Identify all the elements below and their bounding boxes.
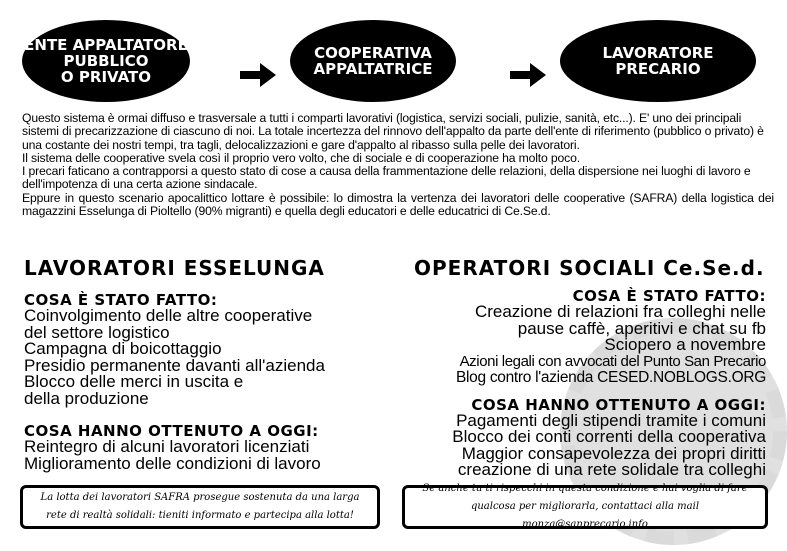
intro-text xyxy=(22,112,774,218)
achieved-item: Miglioramento delle condizioni di lavoro xyxy=(24,453,321,473)
done-heading: COSA È STATO FATTO: xyxy=(24,291,218,309)
flow-cooperativa: COOPERATIVA APPALTATRICE xyxy=(290,20,456,102)
arrow-right-icon xyxy=(240,63,276,87)
done-item: Blog contro l'azienda CESED.NOBLOGS.ORG xyxy=(455,369,766,386)
done-item: Presidio permanente davanti all'azienda xyxy=(24,355,325,375)
intro-paragraph: I precari faticano a contrapporsi a questo stato di cose a causa della frammentazione delle relazioni, della dispersione nei luoghi di lavoro e dell'impotenza di una certa azione sindacale. xyxy=(22,164,751,192)
cesed-title: OPERATORI SOCIALI Ce.Se.d. xyxy=(414,256,765,280)
done-item: pause caffè, aperitivi e chat su fb xyxy=(517,318,766,338)
done-item: Coinvolgimento delle altre cooperative xyxy=(24,306,313,325)
esselunga-column xyxy=(24,256,394,472)
intro-paragraph: Il sistema delle cooperative svela così il proprio vero volto, che di sociale e di cooperazione ha molto poco. xyxy=(22,150,580,165)
achieved-item: Reintegro di alcuni lavoratori licenziati xyxy=(24,437,310,456)
achieved-item: Pagamenti degli stipendi tramite i comuni xyxy=(456,410,766,430)
contact-callout: Se anche tu ti rispecchi in questa condizione e hai voglia di fare qualcosa per migliorarla, contattaci alla mail monza@sanprecario.info xyxy=(402,485,768,529)
achieved-heading: COSA HANNO OTTENUTO A OGGI: xyxy=(24,422,319,440)
achieved-item: creazione di una rete solidale tra colleghi xyxy=(457,460,766,479)
done-item: Blocco delle merci in uscita e xyxy=(24,372,244,391)
achieved-item: Maggior consapevolezza dei propri diritti xyxy=(461,443,766,463)
intro-paragraph: Eppure in questo scenario apocalittico lottare è possibile: lo dimostra la vertenza dei lavoratori delle cooperative (SAFRA) della logistica dei magazzini Esselunga di Pioltello (90% migranti) e quella degli educatori e delle educatrici di Ce.Se.d. xyxy=(22,190,774,219)
done-item: Azioni legali con avvocati del Punto San Precario xyxy=(459,352,766,370)
achieved-heading: COSA HANNO OTTENUTO A OGGI: xyxy=(471,395,766,414)
done-item: della produzione xyxy=(24,388,149,408)
done-item: Campagna di boicottaggio xyxy=(24,339,222,358)
flow-lavoratore: LAVORATORE PRECARIO xyxy=(560,20,756,102)
esselunga-title: LAVORATORI ESSELUNGA xyxy=(24,256,325,280)
achieved-item: Blocco dei conti correnti della cooperativa xyxy=(452,427,766,446)
done-heading: COSA È STATO FATTO: xyxy=(572,287,766,305)
arrow-right-icon xyxy=(510,63,546,87)
flow-ente: ENTE APPALTATORE PUBBLICO O PRIVATO xyxy=(22,20,190,102)
done-item: Sciopero a novembre xyxy=(604,335,766,354)
safra-callout: La lotta dei lavoratori SAFRA prosegue sostenuta da una larga rete di realtà solidali: tieniti informato e partecipa alla lotta! xyxy=(20,485,380,529)
done-item: Creazione di relazioni fra colleghi nelle xyxy=(474,302,766,321)
done-item: del settore logistico xyxy=(24,322,170,342)
intro-paragraph: Questo sistema è ormai diffuso e trasversale a tutti i comparti lavorativi (logistica, servizi sociali, pulizie, sanità, etc...). E' uno dei principali sistemi di precarizzazione di ciascuno di noi. La totale incertezza del rinnovo dell'appalto da parte dell'ente di riferimento (pubblico o privato) è una costante dei nostri tempi, tra tagli, delocalizzazioni e gare d'appalto al ribasso sulla pelle dei lavoratori. xyxy=(22,111,764,152)
cesed-column xyxy=(400,256,766,479)
